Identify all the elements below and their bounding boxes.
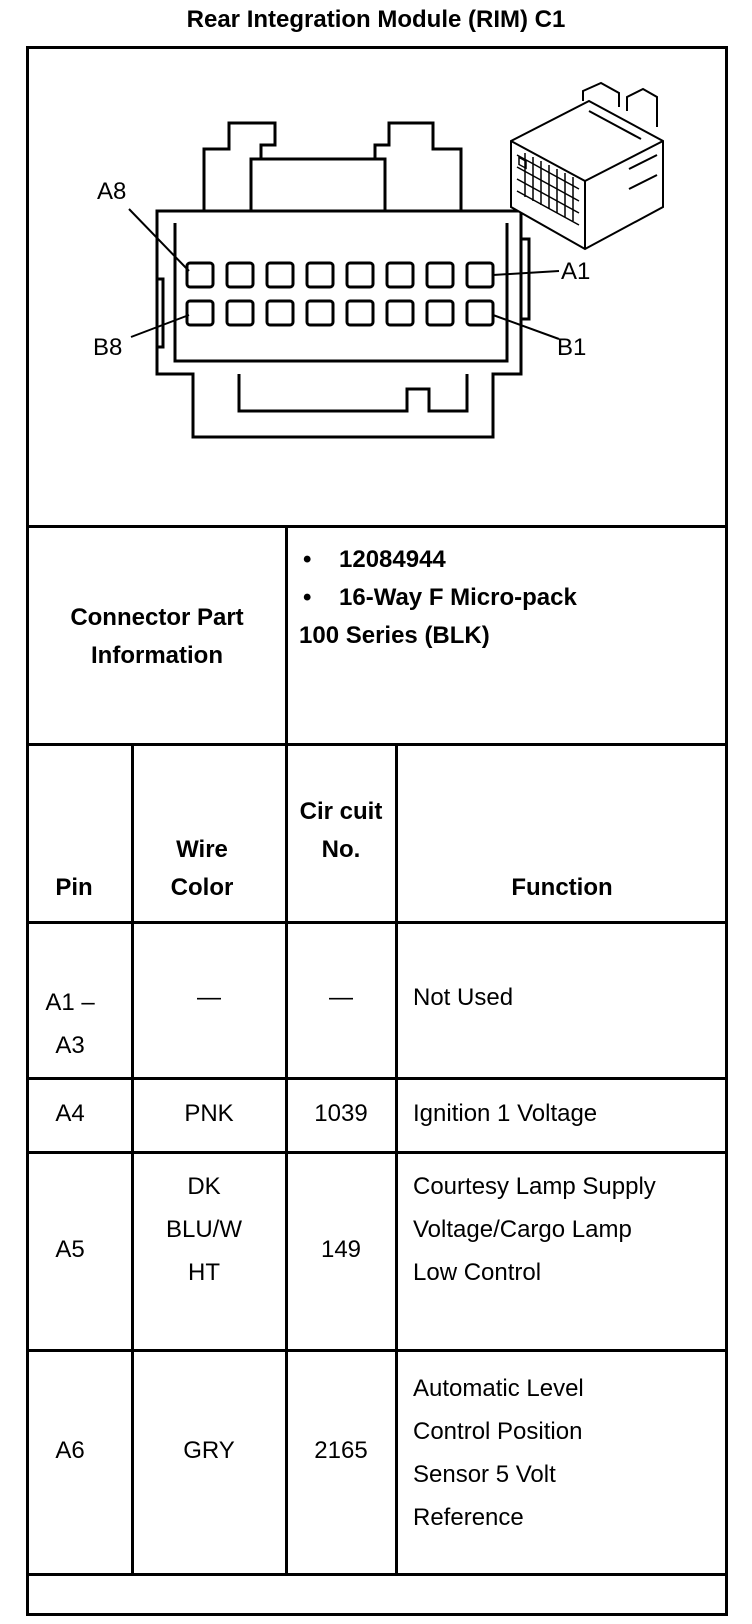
connector-series: 100 Series (BLK) xyxy=(299,622,490,649)
divider xyxy=(395,743,398,1576)
divider xyxy=(29,525,725,528)
part-info-label: Connector Part Information xyxy=(70,604,244,669)
pin-cell: A6 xyxy=(55,1437,85,1464)
pin-cell: A4 xyxy=(55,1100,85,1127)
function-cell: Ignition 1 Voltage xyxy=(413,1100,598,1127)
label-b8: B8 xyxy=(93,334,123,361)
wire-color-cell: DK BLU/W HT xyxy=(165,1173,242,1286)
pin-cell: A1 –A3 xyxy=(45,989,95,1059)
header-wire-color: Wire Color xyxy=(170,836,234,901)
circuit-cell: — xyxy=(329,984,353,1011)
circuit-cell: 1039 xyxy=(314,1100,368,1127)
function-cell: Not Used xyxy=(413,984,514,1011)
header-function: Function xyxy=(511,874,613,901)
header-circuit-no: Cir cuit No. xyxy=(299,798,383,863)
wire-color-cell: — xyxy=(197,984,221,1011)
header-pin: Pin xyxy=(55,874,93,901)
label-a8: A8 xyxy=(97,178,127,205)
function-cell: Automatic Level Control Position Sensor 5 Volt Reference xyxy=(413,1375,584,1531)
bottom-key xyxy=(239,374,467,411)
connector-3d-image xyxy=(511,83,663,249)
left-latch xyxy=(204,123,275,211)
connector-table xyxy=(26,46,728,1616)
circuit-cell: 149 xyxy=(320,1236,362,1263)
pin-cell: A5 xyxy=(55,1236,85,1263)
wire-color-cell: GRY xyxy=(183,1437,235,1464)
right-latch xyxy=(375,123,461,211)
label-a1: A1 xyxy=(561,258,591,285)
page-title: Rear Integration Module (RIM) C1 xyxy=(186,6,566,33)
connector-diagram xyxy=(29,49,725,533)
divider xyxy=(285,525,288,1576)
part-info-values xyxy=(299,541,719,655)
connector-type: • 16-Way F Micro-pack xyxy=(299,579,719,617)
wire-color-cell: PNK xyxy=(184,1100,234,1127)
label-b1: B1 xyxy=(557,334,587,361)
part-number: • 12084944 xyxy=(299,541,719,579)
function-cell: Courtesy Lamp Supply Voltage/Cargo Lamp Low Control xyxy=(413,1173,656,1286)
pin-cavities xyxy=(187,263,493,325)
circuit-cell: 2165 xyxy=(314,1437,368,1464)
